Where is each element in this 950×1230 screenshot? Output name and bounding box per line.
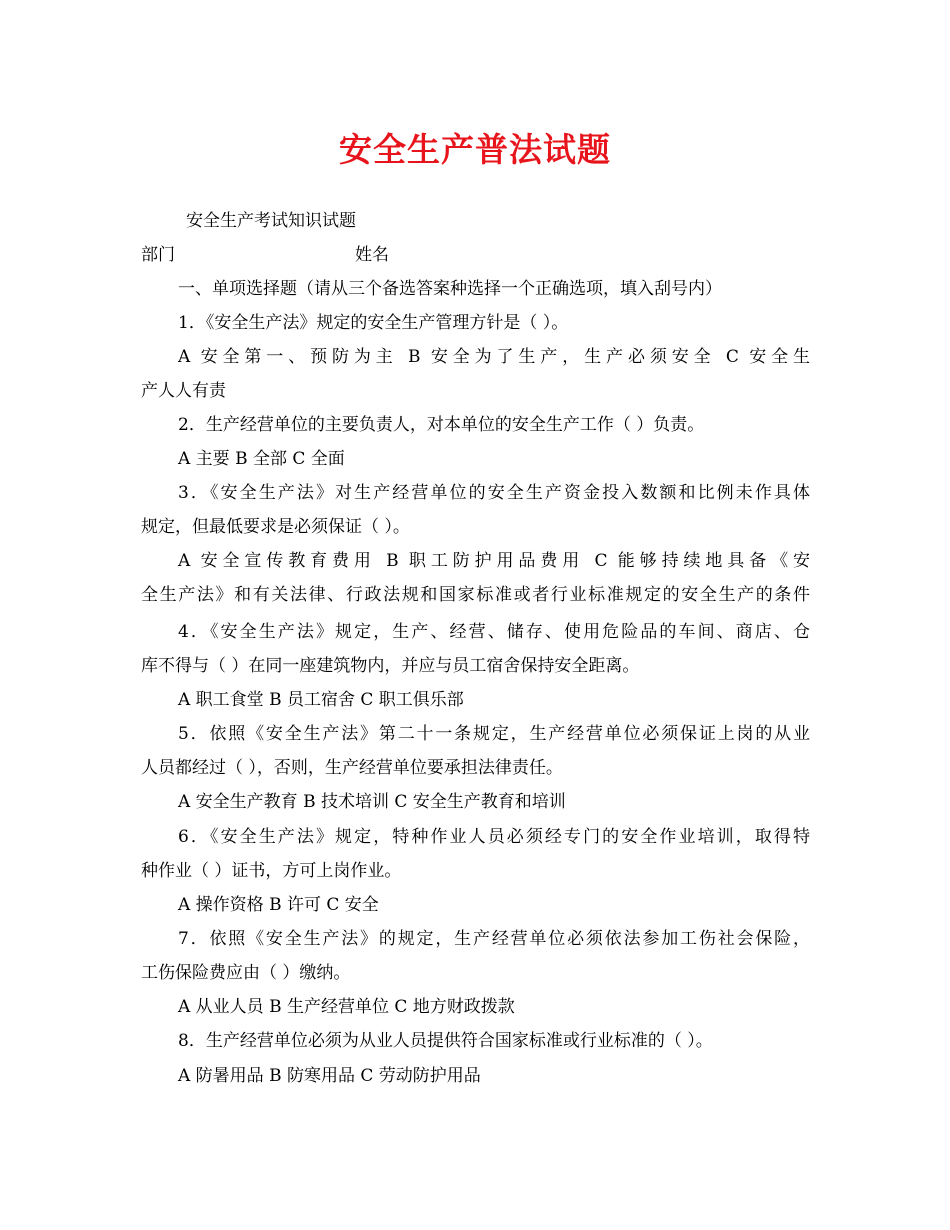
question-1: 1．《安全生产法》规定的安全生产管理方针是（ ）。	[178, 313, 569, 333]
department-label: 部门	[141, 245, 175, 265]
question-1-options: A 安全第一、预防为主 B 安全为了生产，生产必须安全 C 安全生	[178, 347, 810, 367]
question-3-cont: 规定，但最低要求是必须保证（ ）。	[141, 517, 410, 537]
question-8: 8．生产经营单位必须为从业人员提供符合国家标准或行业标准的（ ）。	[178, 1031, 713, 1051]
question-6-options: A 操作资格 B 许可 C 安全	[178, 895, 379, 915]
question-4-options: A 职工食堂 B 员工宿舍 C 职工俱乐部	[178, 690, 464, 710]
question-3-options: A 安全宣传教育费用 B 职工防护用品费用 C 能够持续地具备《安	[178, 551, 810, 571]
question-7: 7．依照《安全生产法》的规定，生产经营单位必须依法参加工伤社会保险，	[178, 929, 810, 949]
question-4: 4．《安全生产法》规定，生产、经营、储存、使用危险品的车间、商店、仓	[178, 622, 810, 642]
question-3: 3．《安全生产法》对生产经营单位的安全生产资金投入数额和比例未作具体	[178, 483, 810, 503]
question-7-options: A 从业人员 B 生产经营单位 C 地方财政拨款	[178, 997, 515, 1017]
question-6: 6．《安全生产法》规定，特种作业人员必须经专门的安全作业培训，取得特	[178, 827, 810, 847]
document-subtitle: 安全生产考试知识试题	[186, 211, 356, 231]
question-8-options: A 防暑用品 B 防寒用品 C 劳动防护用品	[178, 1066, 481, 1086]
question-4-cont: 库不得与（ ）在同一座建筑物内，并应与员工宿舍保持安全距离。	[141, 656, 640, 676]
question-7-cont: 工伤保险费应由（ ）缴纳。	[141, 963, 351, 983]
question-2: 2．生产经营单位的主要负责人，对本单位的安全生产工作（ ）负责。	[178, 415, 705, 435]
question-5-options: A 安全生产教育 B 技术培训 C 安全生产教育和培训	[178, 792, 566, 812]
question-1-options-cont: 产人人有责	[141, 381, 226, 401]
name-label: 姓名	[355, 245, 389, 265]
document-title: 安全生产普法试题	[339, 130, 611, 169]
question-3-options-cont: 全生产法》和有关法律、行政法规和国家标准或者行业标准规定的安全生产的条件	[141, 585, 810, 605]
question-5: 5．依照《安全生产法》第二十一条规定，生产经营单位必须保证上岗的从业	[178, 724, 810, 744]
question-5-cont: 人员都经过（ ），否则，生产经营单位要承担法律责任。	[141, 758, 563, 778]
section-title: 一、单项选择题（请从三个备选答案种选择一个正确选项，填入刮号内）	[178, 279, 722, 299]
question-2-options: A 主要 B 全部 C 全面	[178, 449, 345, 469]
question-6-cont: 种作业（ ）证书，方可上岗作业。	[141, 861, 402, 881]
